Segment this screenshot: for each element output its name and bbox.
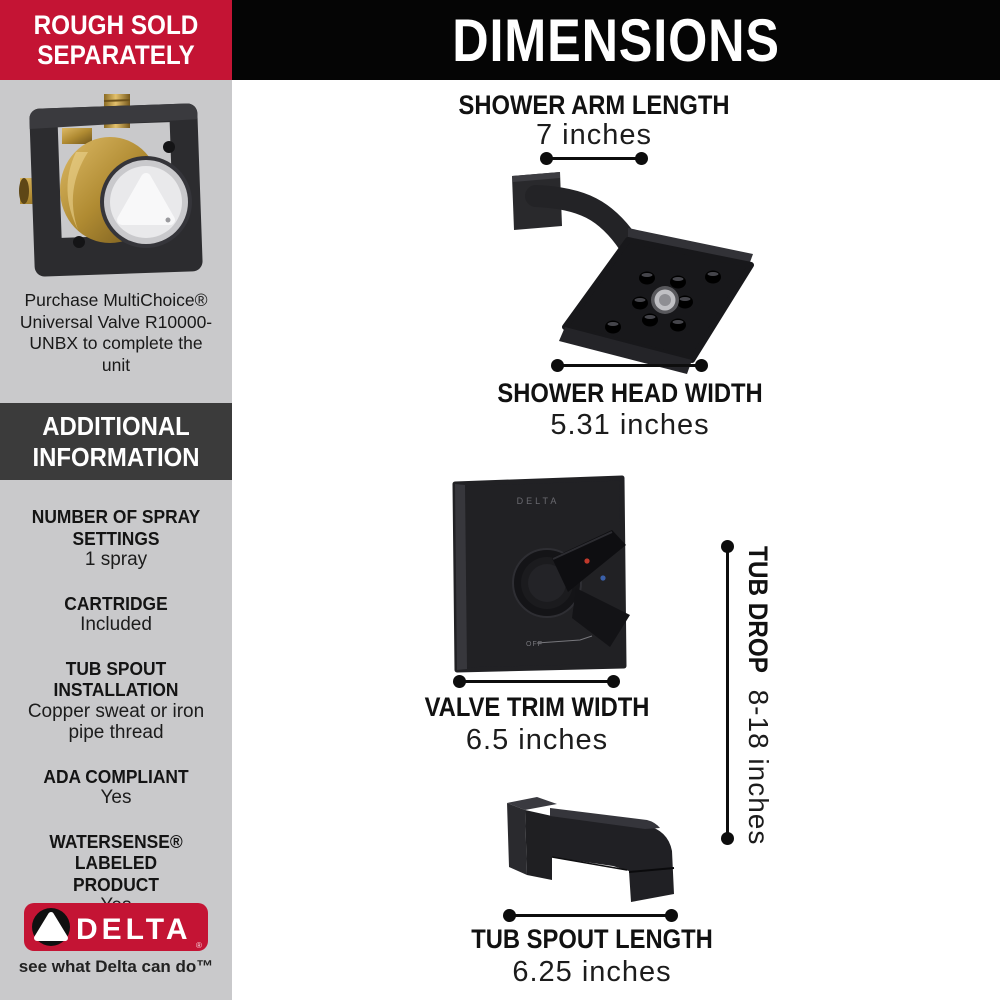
valve-screw-bottom (73, 236, 85, 248)
valve-trim-dimension-line (458, 680, 615, 683)
tub-drop-dimension-line (726, 545, 729, 840)
shower-arm-length-label: SHOWER ARM LENGTH (458, 90, 730, 120)
tub-drop-label-group (738, 492, 778, 892)
spec-list (0, 506, 232, 939)
valve-trim-off-text: OFF (526, 641, 543, 648)
dimensions-header (232, 0, 1000, 80)
valve-trim-width-value: 6.5 inches (465, 724, 609, 756)
tub-spout-flange-front (525, 810, 552, 880)
rough-sold-separately-banner (0, 0, 232, 80)
registered-mark: ® (196, 941, 202, 950)
tub-spout-illustration (495, 795, 695, 910)
spec-label: ADA COMPLIANT (43, 765, 189, 787)
spec-ada-compliant (0, 766, 232, 809)
spec-value: 1 spray (84, 549, 148, 570)
spec-label: CARTRIDGE (64, 592, 168, 614)
shower-head-width-value: 5.31 inches (550, 409, 710, 441)
tub-drop-label: TUB DROP (743, 545, 774, 673)
rough-valve-note: Purchase MultiChoice® Universal Valve R10000-UNBX to complete the unit (19, 290, 213, 375)
spec-tub-spout-installation (0, 658, 232, 744)
tub-spout-length-label: TUB SPOUT LENGTH (471, 924, 713, 954)
delta-logo-wordmark: DELTA (76, 913, 192, 946)
valve-chrome-cap (100, 156, 192, 248)
additional-information-text: ADDITIONAL INFORMATION (32, 410, 200, 472)
cold-indicator-dot (600, 575, 605, 580)
shower-head-center-emblem (651, 286, 679, 314)
valve-trim-plate-bevel (455, 484, 467, 670)
delta-tagline: see what Delta can do™ (18, 957, 214, 976)
spec-value: Copper sweat or iron pipe thread (27, 700, 205, 743)
dimensions-title: DIMENSIONS (452, 6, 780, 74)
spec-label: TUB SPOUT INSTALLATION (53, 657, 179, 700)
tub-spout-length-value: 6.25 inches (512, 956, 672, 988)
rough-valve-illustration (16, 90, 216, 290)
spec-value: Yes (100, 787, 132, 808)
delta-logo (24, 903, 208, 955)
spec-label: WATERSENSE® LABELED PRODUCT (49, 830, 183, 895)
valve-trim-brand-text: DELTA (516, 496, 560, 506)
spec-label: NUMBER OF SPRAY SETTINGS (31, 506, 201, 549)
valve-trim-width-label: VALVE TRIM WIDTH (424, 692, 650, 722)
shower-arm-length-value: 7 inches (535, 119, 652, 151)
valve-screw-top (163, 141, 175, 153)
shower-head-dimension-line (556, 364, 703, 367)
spec-spray-settings (0, 506, 232, 571)
valve-trim-illustration (440, 470, 690, 680)
tub-drop-value: 8-18 inches (743, 689, 774, 846)
tub-spout-flange-side (507, 803, 527, 875)
hot-indicator-dot (584, 558, 589, 563)
shower-head-illustration (490, 152, 780, 387)
additional-information-banner (0, 403, 232, 480)
shower-head-width-label: SHOWER HEAD WIDTH (497, 378, 763, 408)
spec-cartridge (0, 593, 232, 636)
tub-spout-dimension-line (508, 914, 673, 917)
rough-sold-separately-text: ROUGH SOLD SEPARATELY (33, 10, 199, 70)
spec-value: Included (80, 614, 152, 635)
